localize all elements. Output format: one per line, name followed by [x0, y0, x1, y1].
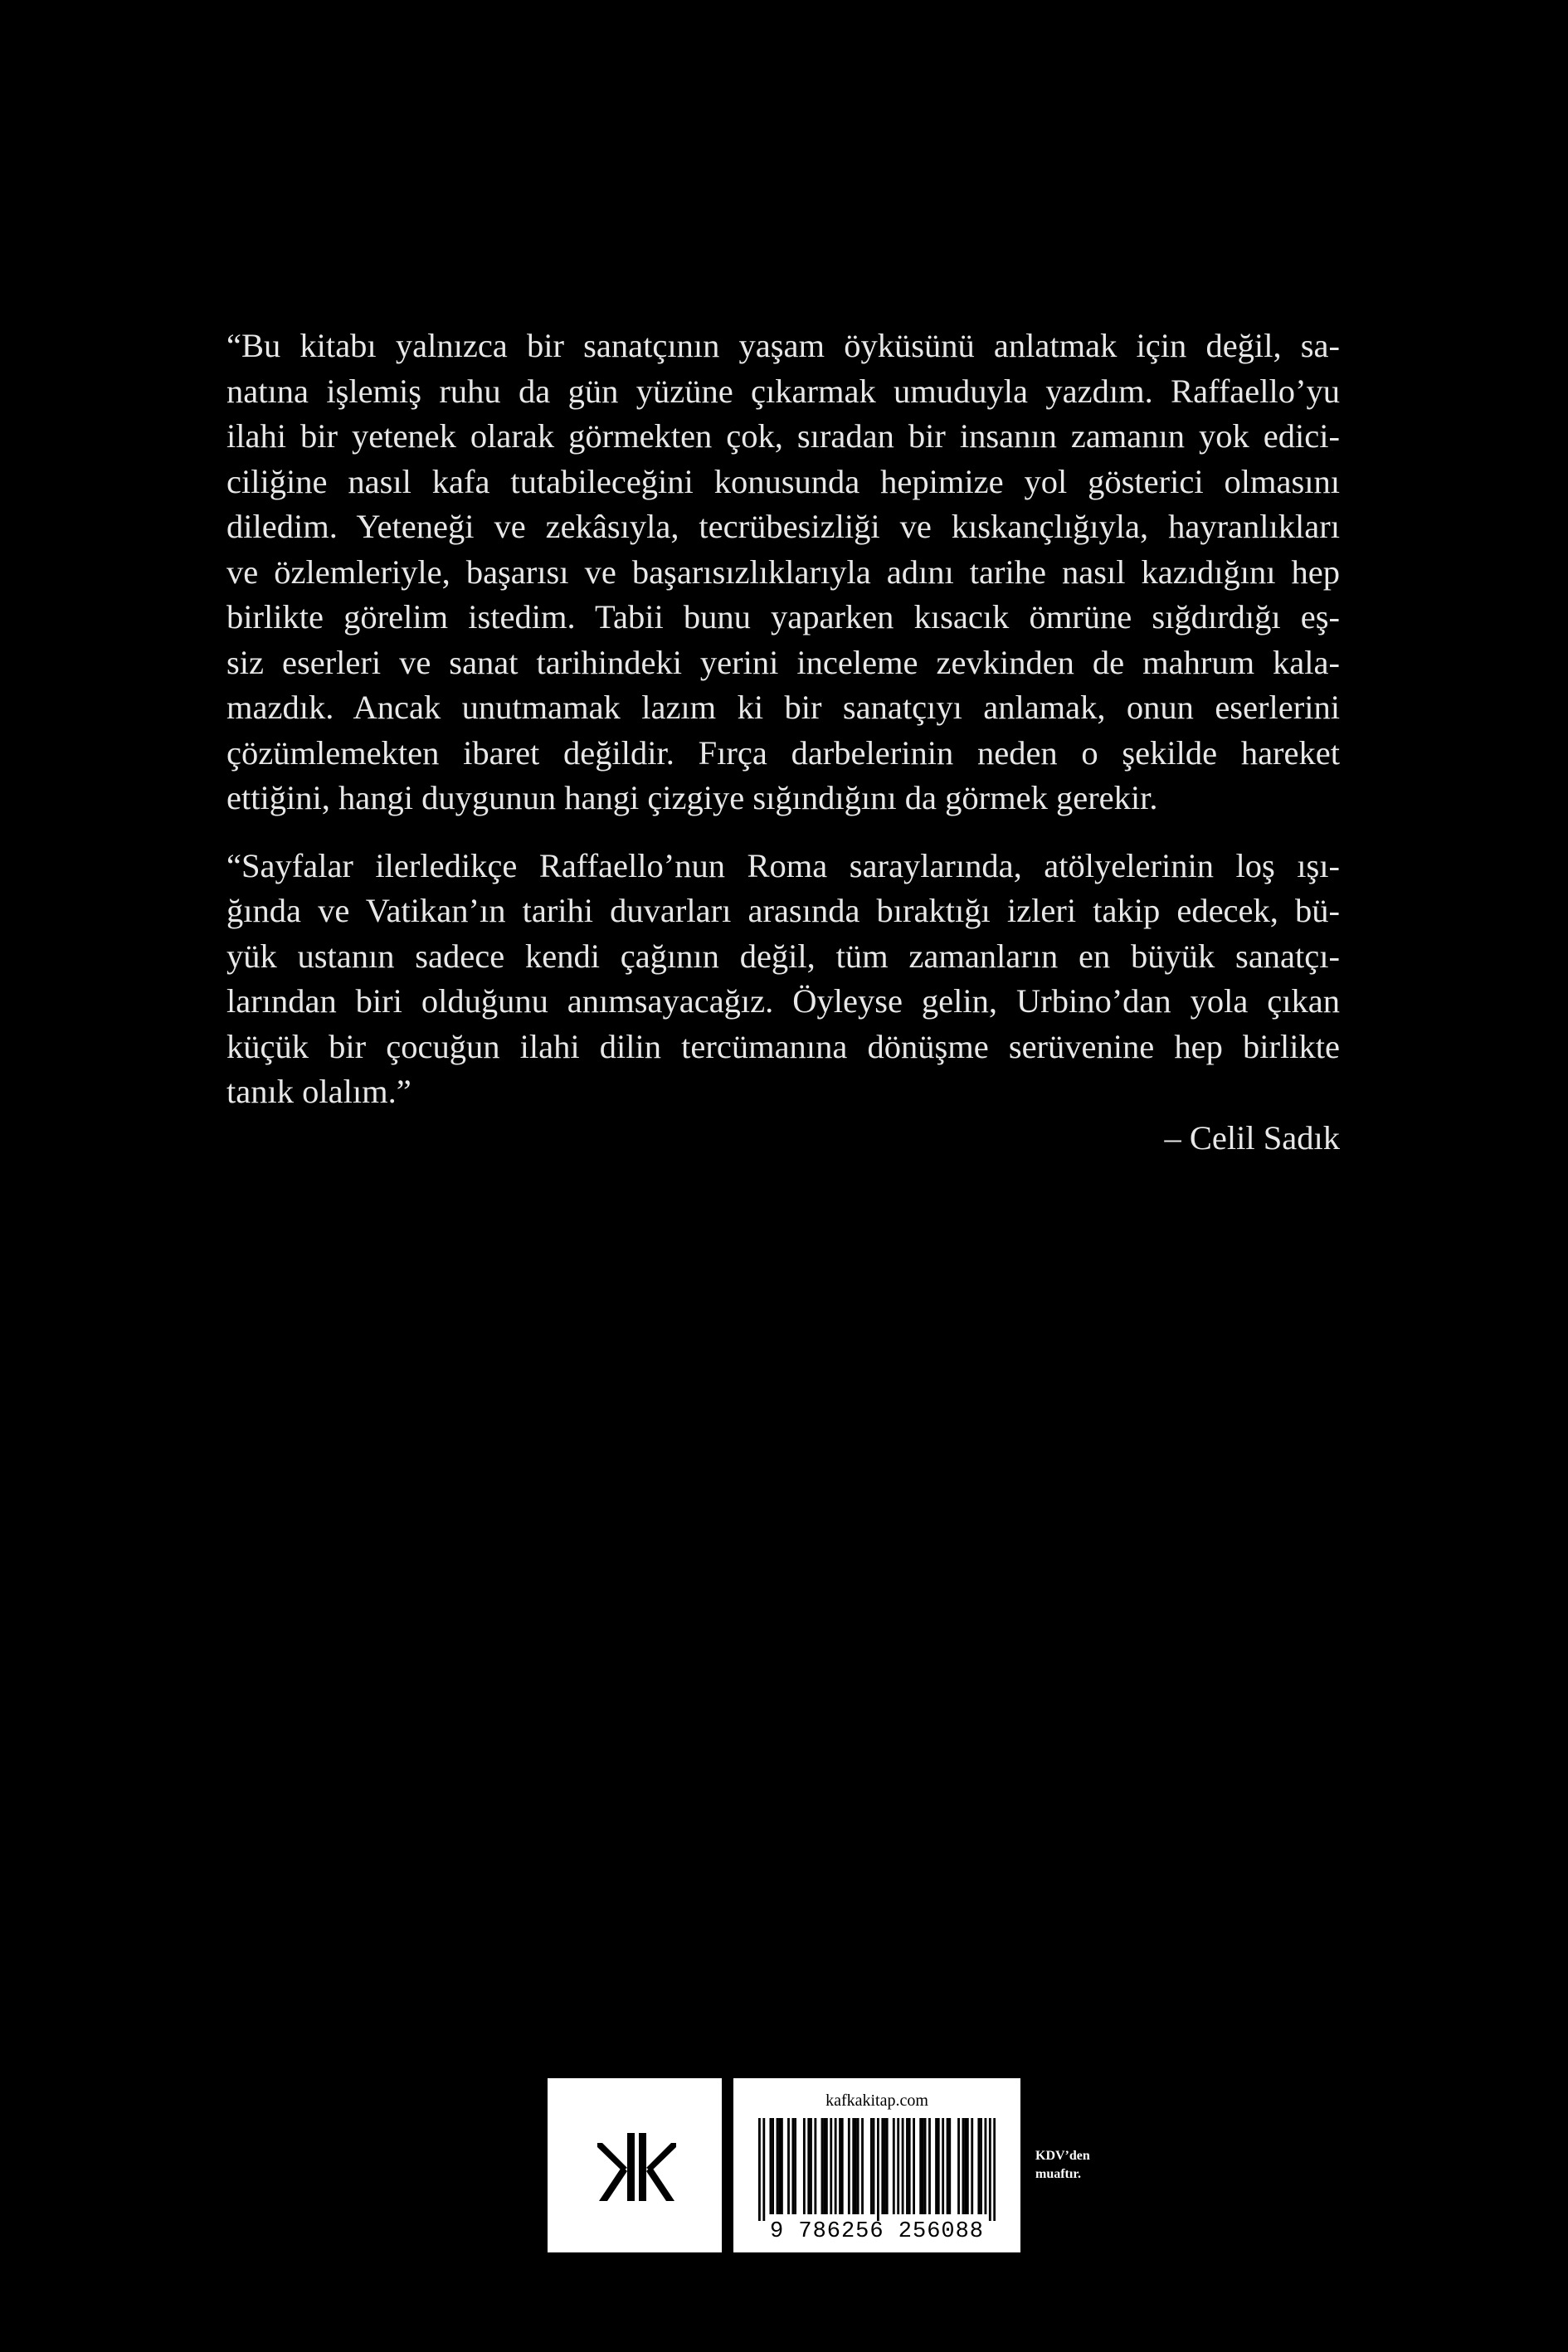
quote-line: ve özlemleriyle, başarısı ve başarısızlıklarıyla adını tarihe nasıl kazıdığını hep — [226, 553, 1340, 591]
quote-line: ciliğine nasıl kafa tutabileceğini konusunda hepimize yol gösterici olmasını — [226, 462, 1340, 500]
barcode-bar — [777, 2118, 779, 2214]
barcode-bar — [886, 2118, 889, 2214]
barcode-bar — [977, 2118, 980, 2214]
barcode-bar — [893, 2118, 895, 2214]
barcode-bar — [947, 2118, 949, 2214]
barcode-bar — [971, 2118, 973, 2214]
barcode-bar — [762, 2118, 765, 2221]
barcode-bar — [855, 2118, 857, 2214]
barcode-bar — [852, 2118, 855, 2214]
quote-line: larından biri olduğunu anımsayacağız. Öyleyse gelin, Urbino’dan yola çıkan — [226, 982, 1340, 1020]
barcode-bar — [807, 2118, 810, 2214]
barcode-bar — [942, 2118, 944, 2214]
barcode-bar — [877, 2118, 879, 2221]
barcode-panel — [733, 2078, 1020, 2252]
barcode-bar — [758, 2118, 761, 2221]
barcode-bar — [924, 2118, 927, 2214]
barcode-bar — [897, 2118, 899, 2214]
quote-line: çözümlemekten ibaret değildir. Fırça darbelerinin neden o şekilde hareket — [226, 733, 1340, 772]
barcode-bar — [841, 2118, 844, 2214]
quote-line: ğında ve Vatikan’ın tarihi duvarları arasında bıraktığı izleri takip edecek, bü- — [226, 892, 1340, 929]
barcode-bar — [989, 2118, 991, 2221]
barcode-bar — [948, 2118, 951, 2214]
kafka-kk-logo-icon — [548, 2078, 722, 2252]
barcode-bar — [937, 2118, 940, 2214]
isbn-barcode-icon — [758, 2118, 996, 2221]
barcode-bar — [967, 2118, 969, 2214]
barcode-bar — [830, 2118, 832, 2214]
barcode-bar — [884, 2118, 886, 2214]
barcode-bar — [803, 2118, 806, 2214]
quote-line: ilahi bir yetenek olarak görmekten çok, sıradan bir insanın zamanın yok edici- — [226, 417, 1340, 455]
barcode-bar — [935, 2118, 937, 2214]
barcode-bar — [794, 2118, 796, 2214]
quote-line: siz eserleri ve sanat tarihindeki yerini inceleme zevkinden de mahrum kala- — [226, 643, 1340, 681]
barcode-bar — [985, 2118, 987, 2214]
barcode-bar — [957, 2118, 960, 2214]
barcode-bar — [781, 2118, 783, 2214]
barcode-bar — [814, 2118, 816, 2214]
quote-line: küçük bir çocuğun ilahi dilin tercümanına dönüşme serüvenine hep birlikte — [226, 1027, 1340, 1065]
tax-note-line-2: muaftır. — [1035, 2167, 1081, 2181]
quote-line: “Sayfalar ilerledikçe Raffaello’nun Roma saraylarında, atölyelerinin loş ışı- — [226, 846, 1340, 884]
quote-line: tanık olalım.” — [226, 1073, 411, 1110]
quote-paragraph-1 — [226, 324, 1340, 821]
barcode-bar — [980, 2118, 982, 2214]
quote-line: birlikte görelim istedim. Tabii bunu yaparken kısacık ömrüne sığdırdığı eş- — [226, 598, 1340, 635]
tax-note-line-1: KDV’den — [1035, 2149, 1090, 2163]
barcode-bar — [902, 2118, 904, 2214]
quote-line: mazdık. Ancak unutmamak lazım ki bir sanatçıyı anlamak, onun eserlerini — [226, 689, 1340, 726]
quote-line: yük ustanın sadece kendi çağının değil, tüm zamanların en büyük sanatçı- — [226, 937, 1340, 975]
barcode-bar — [772, 2118, 774, 2214]
barcode-bar — [791, 2118, 794, 2214]
barcode-bar — [922, 2118, 924, 2214]
quote-paragraph-2 — [226, 844, 1340, 1115]
barcode-bar — [873, 2118, 875, 2214]
barcode-bar — [908, 2118, 911, 2214]
barcode-bar — [835, 2118, 837, 2214]
isbn-number: 9 786256 256088 — [769, 2219, 985, 2244]
quote-line: natına işlemiş ruhu da gün yüzüne çıkarmak umuduyla yazdım. Raffaello’yu — [226, 372, 1340, 410]
barcode-bar — [810, 2118, 812, 2214]
back-cover-text — [226, 324, 1340, 1161]
barcode-bar — [928, 2118, 931, 2214]
barcode-bar — [962, 2118, 965, 2214]
barcode-bar — [821, 2118, 824, 2214]
quote-line: diledim. Yeteneği ve zekâsıyla, tecrübesizliği ve kıskançlığıyla, hayranlıkları — [226, 508, 1340, 545]
barcode-bar — [881, 2118, 884, 2214]
barcode-bar — [861, 2118, 864, 2214]
barcode-bar — [848, 2118, 850, 2214]
publisher-logo — [548, 2078, 722, 2252]
tax-exempt-note — [1035, 2147, 1090, 2184]
barcode-bar — [825, 2118, 828, 2214]
quote-line: ettiğini, hangi duygunun hangi çizgiye sığındığını da görmek gerekir. — [226, 779, 1158, 816]
barcode-bar — [993, 2118, 996, 2221]
author-signature: – Celil Sadık — [1164, 1118, 1340, 1157]
barcode-bar — [769, 2118, 772, 2214]
barcode-bar — [787, 2118, 790, 2214]
quote-line: “Bu kitabı yalnızca bir sanatçının yaşam öyküsünü anlatmak için değil, sa- — [226, 327, 1340, 364]
barcode-bar — [839, 2118, 841, 2214]
barcode-bar — [913, 2118, 915, 2214]
barcode-bar — [870, 2118, 873, 2214]
barcode-bar — [919, 2118, 922, 2214]
barcode-bar — [906, 2118, 908, 2214]
publisher-url: kafkakitap.com — [825, 2091, 928, 2110]
barcode-bar — [778, 2118, 781, 2214]
barcode-bar — [823, 2118, 825, 2214]
barcode-bar — [964, 2118, 967, 2214]
barcode-bar — [857, 2118, 859, 2214]
